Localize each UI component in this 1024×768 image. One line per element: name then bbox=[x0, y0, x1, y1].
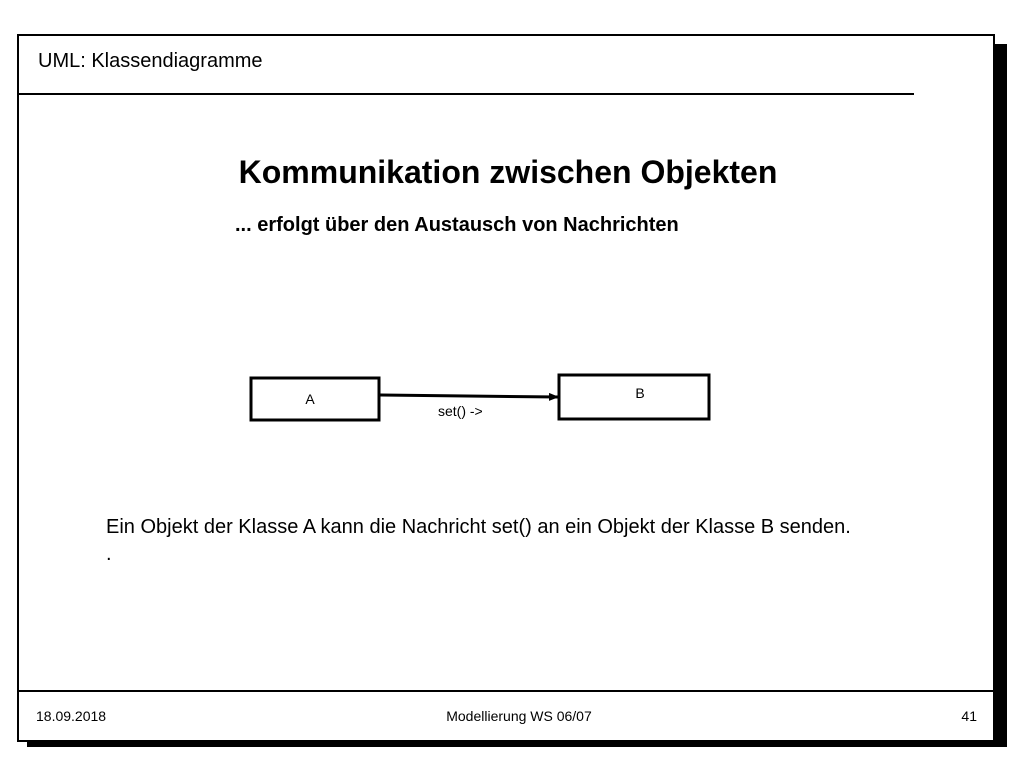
footer-course: Modellierung WS 06/07 bbox=[446, 708, 592, 724]
message-label: set() -> bbox=[438, 403, 483, 419]
description-line-1: Ein Objekt der Klasse A kann die Nachricht set() an ein Objekt der Klasse B senden. bbox=[106, 516, 851, 538]
class-box-b bbox=[559, 375, 709, 419]
class-b-label: B bbox=[635, 385, 645, 401]
class-box-a bbox=[251, 378, 379, 420]
class-a-label: A bbox=[305, 391, 315, 407]
header-title: UML: Klassendiagramme bbox=[38, 50, 263, 72]
footer-divider bbox=[19, 690, 993, 692]
description-text bbox=[106, 514, 851, 568]
footer-page-number: 41 bbox=[961, 708, 977, 724]
page-subtitle: ... erfolgt über den Austausch von Nachrichten bbox=[235, 214, 679, 236]
message-arrow bbox=[380, 395, 558, 397]
page-title: Kommunikation zwischen Objekten bbox=[238, 154, 778, 190]
uml-diagram bbox=[19, 36, 997, 744]
footer-date: 18.09.2018 bbox=[36, 708, 107, 724]
slide bbox=[17, 34, 995, 742]
description-line-2: . bbox=[106, 543, 112, 565]
